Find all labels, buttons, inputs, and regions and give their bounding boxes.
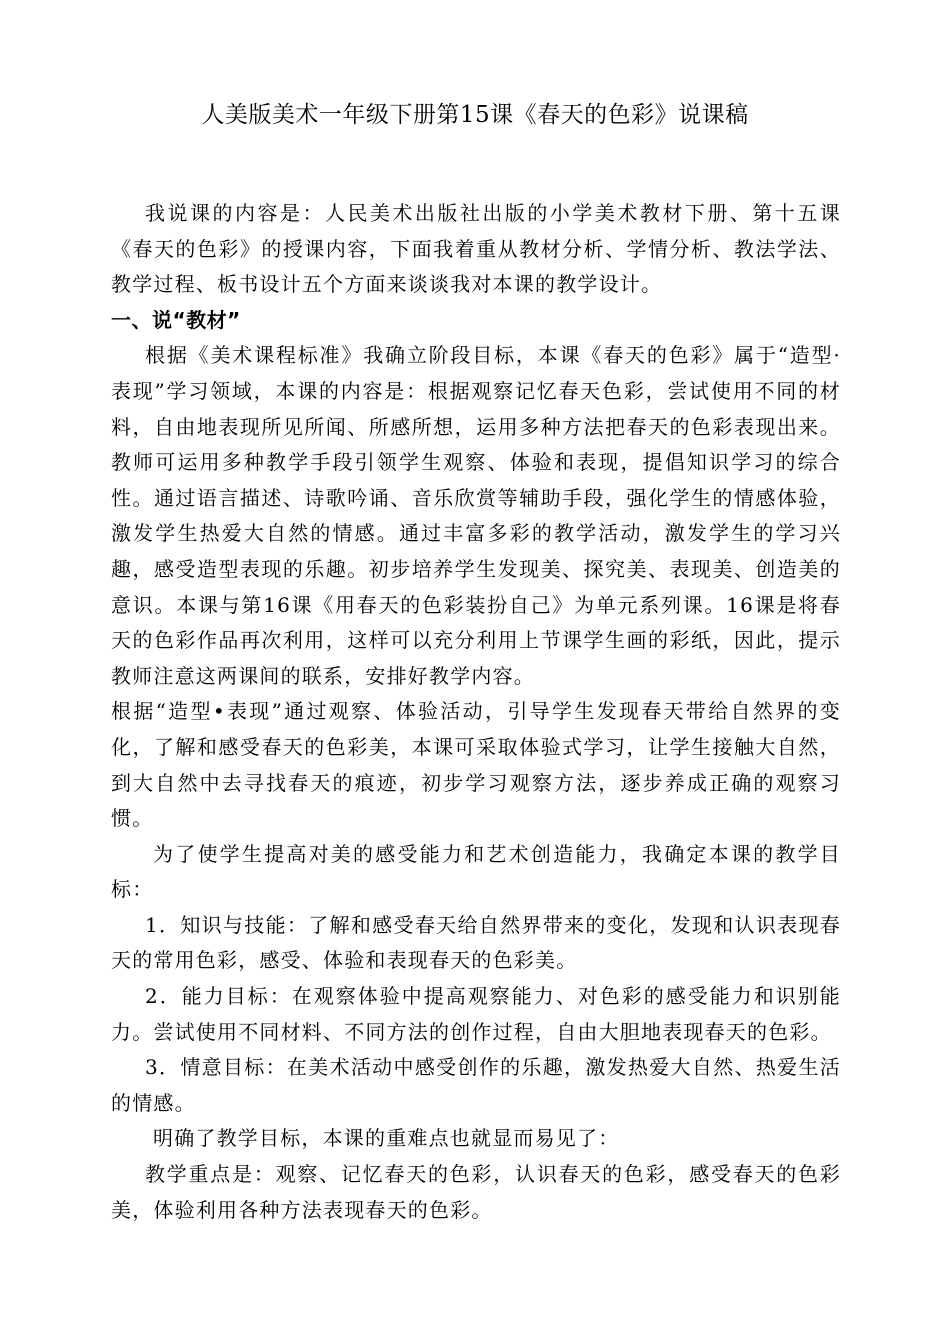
- section-heading-textbook: 一、说“教材”: [111, 307, 241, 332]
- intro-paragraph: 我说课的内容是：人民美术出版社出版的小学美术教材下册、第十五课《春天的色彩》的授课内容，下面我着重从教材分析、学情分析、教法学法、教学过程、板书设计五个方面来谈谈我对本课的教学设计。: [111, 201, 841, 297]
- goal-ability-paragraph: 2．能力目标：在观察体验中提高观察能力、对色彩的感受能力和识别能力。尝试使用不同材料、不同方法的创作过程，自由大胆地表现春天的色彩。: [111, 984, 841, 1044]
- goals-intro-paragraph: 为了使学生提高对美的感受能力和艺术创造能力，我确定本课的教学目标：: [111, 841, 841, 902]
- document-body: [111, 196, 841, 1228]
- keypoints-intro-paragraph: 明确了教学目标，本课的重难点也就显而易见了：: [153, 1126, 620, 1151]
- textbook-activity-paragraph: 根据“造型•表现”通过观察、体验活动，引导学生发现春天带给自然界的变化，了解和感受春天的色彩美，本课可采取体验式学习，让学生接触大自然，到大自然中去寻找春天的痕迹，初步学习观察方法，逐步养成正确的观察习惯。: [111, 699, 841, 831]
- goal-emotion-paragraph: 3．情意目标：在美术活动中感受创作的乐趣，激发热爱大自然、热爱生活的情感。: [111, 1055, 841, 1115]
- teaching-focus-paragraph: 教学重点是：观察、记忆春天的色彩，认识春天的色彩，感受春天的色彩美，体验利用各种方法表现春天的色彩。: [111, 1162, 841, 1222]
- document-title: 人美版美术一年级下册第15课《春天的色彩》说课稿: [201, 102, 749, 128]
- goal-knowledge-paragraph: 1．知识与技能：了解和感受春天给自然界带来的变化，发现和认识表现春天的常用色彩，感受、体验和表现春天的色彩美。: [111, 912, 841, 973]
- textbook-analysis-paragraph: 根据《美术课程标准》我确立阶段目标，本课《春天的色彩》属于“造型·表现”学习领域，本课的内容是：根据观察记忆春天色彩，尝试使用不同的材料，自由地表现所见所闻、所感所想，运用多种方法把春天的色彩表现出来。教师可运用多种教学手段引领学生观察、体验和表现，提倡知识学习的综合性。通过语言描述、诗歌吟诵、音乐欣赏等辅助手段，强化学生的情感体验，激发学生热爱大自然的情感。通过丰富多彩的教学活动，激发学生的学习兴趣，感受造型表现的乐趣。初步培养学生发现美、探究美、表现美、创造美的意识。本课与第16课《用春天的色彩装扮自己》为单元系列课。16课是将春天的色彩作品再次利用，这样可以充分利用上节课学生画的彩纸，因此，提示教师注意这两课间的联系，安排好教学内容。: [111, 343, 841, 688]
